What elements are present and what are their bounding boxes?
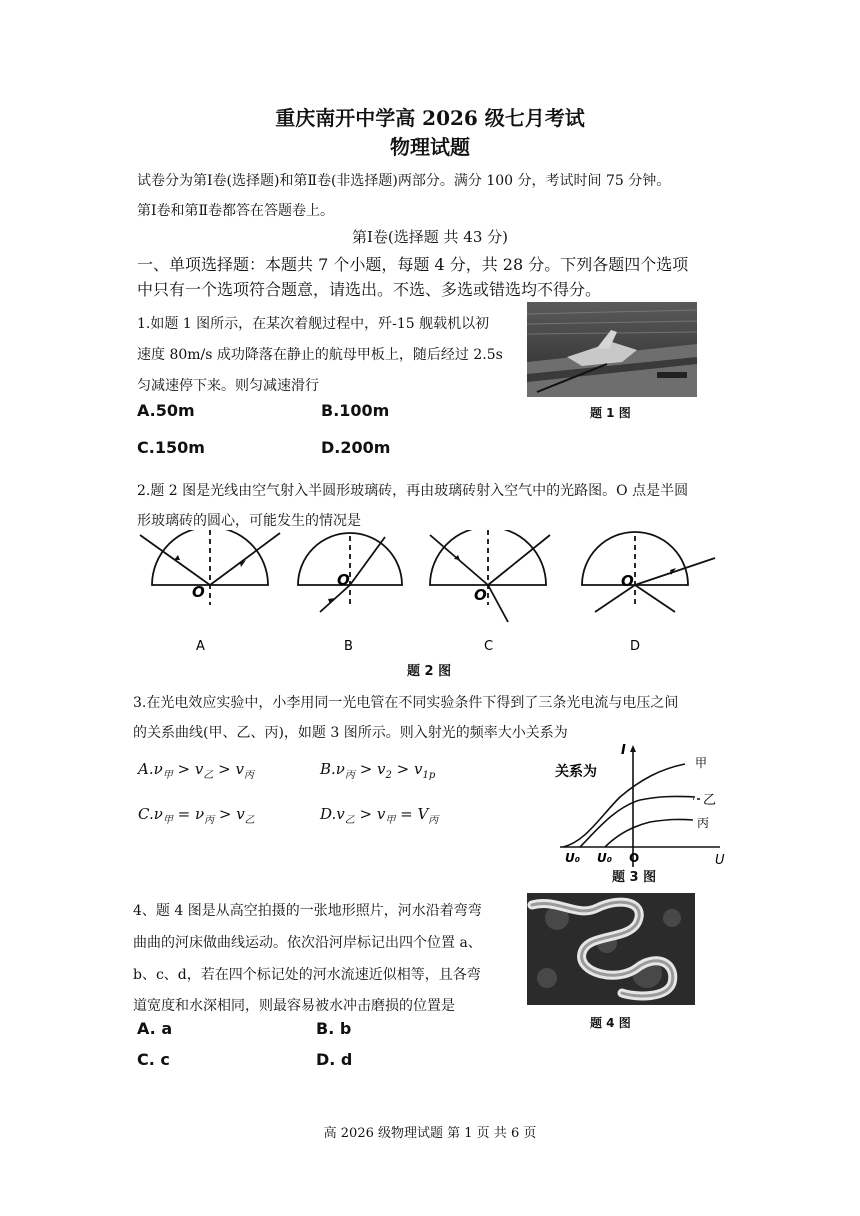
option-b-center-label: O: [337, 571, 350, 589]
q4-figure-caption: 题 4 图: [590, 1016, 631, 1030]
exam-subtitle: 物理试题: [390, 135, 470, 159]
option-c-label: C: [484, 639, 494, 654]
section-instruction-1: 一、单项选择题：本题共 7 个小题，每题 4 分，共 28 分。下列各题四个选项: [137, 255, 689, 274]
q1-option-a: A.50m: [137, 401, 195, 420]
q2-line-1: 2.题 2 图是光线由空气射入半圆形玻璃砖，再由玻璃砖射入空气中的光路图。O 点是半圆: [137, 483, 689, 499]
tick-label-u0-second: U₀: [597, 851, 612, 865]
option-b-diagram: [298, 533, 402, 612]
option-d-label: D: [630, 639, 641, 654]
page-footer: 高 2026 级物理试题 第 1 页 共 6 页: [323, 1126, 537, 1141]
q3-line-2: 的关系曲线(甲、乙、丙)，如题 3 图所示。则入射光的频率大小关系为: [133, 725, 568, 741]
option-c-diagram: [430, 530, 550, 622]
option-a-diagram: [140, 530, 280, 605]
q2-optics-diagram: [130, 530, 720, 675]
river-aerial-photo: [527, 893, 695, 1005]
i-axis-label: I: [621, 743, 626, 758]
q4-line-3: b、c、d，若在四个标记处的河水流速近似相等，且各弯: [133, 967, 481, 983]
option-d-center-label: O: [621, 572, 634, 590]
q4-option-b: B. b: [316, 1019, 352, 1038]
q3-line-1: 3.在光电效应实验中，小李用同一光电管在不同实验条件下得到了三条光电流与电压之间: [133, 695, 679, 711]
q2-line-2: 形玻璃砖的圆心，可能发生的情况是: [137, 513, 361, 529]
tick-label-origin: O: [629, 851, 640, 865]
q3-photocurrent-graph: [545, 742, 725, 882]
option-c-center-label: O: [474, 586, 487, 604]
q4-option-d: D. d: [316, 1050, 353, 1069]
section-instruction-2: 中只有一个选项符合题意，请选出。不选、多选或错选均不得分。: [137, 280, 602, 299]
option-b-label: B: [344, 639, 353, 654]
q1-figure-caption: 题 1 图: [590, 406, 631, 420]
carrier-jet-photo: [527, 302, 697, 397]
q1-option-b: B.100m: [321, 401, 390, 420]
q4-line-1: 4、题 4 图是从高空拍摄的一张地形照片，河水沿着弯弯: [133, 903, 482, 919]
curve-jia-label: 甲: [695, 756, 708, 770]
q1-option-c: C.150m: [137, 438, 205, 457]
option-a-label: A: [196, 639, 205, 654]
q4-line-2: 曲曲的河床做曲线运动。依次沿河岸标记出四个位置 a、: [133, 935, 482, 951]
curve-bing: [605, 819, 693, 847]
intro-line-2: 第Ⅰ卷和第Ⅱ卷都答在答题卷上。: [137, 203, 335, 219]
q3-option-b: $B.\nu_丙 > v_2 > v_{1p}$: [320, 760, 436, 781]
q3-option-c: $C.\nu_甲 = \nu_丙 > v_乙$: [138, 805, 255, 826]
tick-label-u0-first: U₀: [565, 851, 580, 865]
q1-line-3: 匀减速停下来。则匀减速滑行: [137, 378, 319, 394]
graph-heading: 关系为: [555, 764, 597, 780]
q2-figure-caption: 题 2 图: [407, 664, 452, 679]
q4-option-a: A. a: [137, 1019, 173, 1038]
option-a-center-label: O: [192, 583, 205, 601]
intro-line-1: 试卷分为第Ⅰ卷(选择题)和第Ⅱ卷(非选择题)两部分。满分 100 分，考试时间 75 分钟。: [137, 173, 671, 189]
exam-title: 重庆南开中学高 2026 级七月考试: [275, 106, 585, 130]
q1-option-d: D.200m: [321, 438, 391, 457]
q1-line-1: 1.如题 1 图所示，在某次着舰过程中，歼-15 舰载机以初: [137, 316, 490, 332]
curve-bing-label: 丙: [697, 816, 710, 830]
q3-option-a: $A.\nu_甲 > v_乙 > v_丙$: [138, 760, 254, 781]
q1-line-2: 速度 80m/s 成功降落在静止的航母甲板上，随后经过 2.5s: [137, 347, 503, 363]
section-title: 第Ⅰ卷(选择题 共 43 分): [351, 228, 509, 246]
q3-figure-caption: 题 3 图: [612, 870, 657, 885]
q4-line-4: 道宽度和水深相同，则最容易被水冲击磨损的位置是: [133, 998, 455, 1014]
u-axis-label: U: [715, 853, 725, 868]
q3-option-d: $D.v_乙 > v_甲 = V_丙$: [320, 805, 439, 826]
curve-yi-label: 乙: [703, 793, 717, 808]
q4-option-c: C. c: [137, 1050, 170, 1069]
option-d-diagram: [582, 532, 715, 612]
